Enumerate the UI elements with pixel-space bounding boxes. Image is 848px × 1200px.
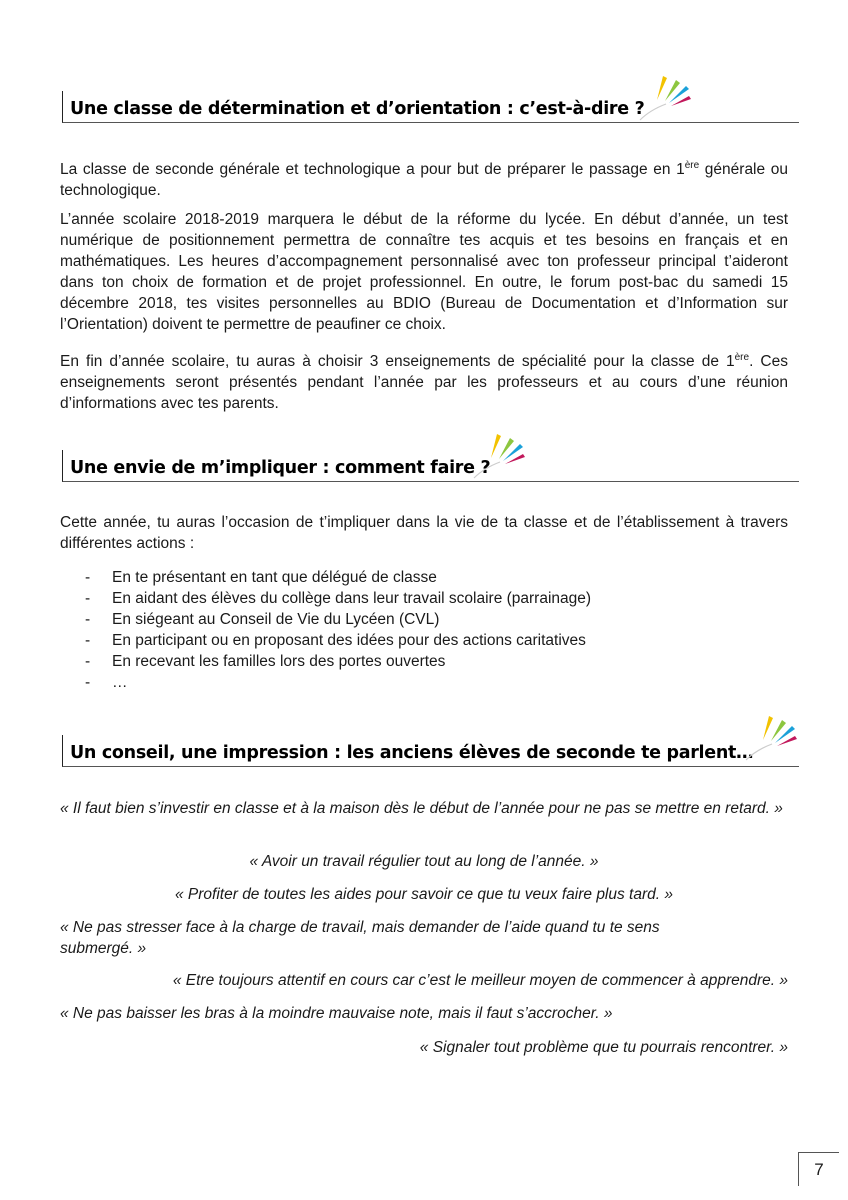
section-heading-conseils <box>62 735 799 767</box>
paragraph-text: . Ces enseignements seront présentés pendant l’année par les professeurs et au cours d’une réunion d’informations avec tes parents. <box>60 353 788 413</box>
brush-logo-icon <box>636 70 696 126</box>
paragraph-actions-intro: Cette année, tu auras l’occasion de t’impliquer dans la vie de ta classe et de l’établissement à travers différentes actions : <box>60 514 788 552</box>
quote: « Signaler tout problème que tu pourrais rencontrer. » <box>419 1039 788 1056</box>
paragraph-text: générale ou technologique. <box>60 161 788 200</box>
list-item <box>60 588 760 609</box>
list-item-text: En aidant des élèves du collège dans leur travail scolaire (parrainage) <box>112 590 592 607</box>
list-item-text: En participant ou en proposant des idées pour des actions caritatives <box>112 632 586 649</box>
list-bullet: - <box>85 653 91 670</box>
list-item <box>60 651 760 672</box>
section-title: Une classe de détermination et d’orientation : c’est-à-dire ? <box>70 99 645 119</box>
list-item-text: En recevant les familles lors des portes ouvertes <box>112 653 446 670</box>
list-bullet: - <box>85 611 91 628</box>
list-bullet: - <box>85 632 91 649</box>
brush-logo-icon <box>742 710 802 766</box>
section-title: Un conseil, une impression : les anciens élèves de seconde te parlent… <box>70 743 754 763</box>
quote: « Ne pas baisser les bras à la moindre mauvaise note, mais il faut s’accrocher. » <box>60 1005 613 1022</box>
list-item-text: En te présentant en tant que délégué de classe <box>112 569 437 586</box>
list-item <box>60 609 760 630</box>
quote: « Profiter de toutes les aides pour savoir ce que tu veux faire plus tard. » <box>175 886 673 903</box>
actions-list <box>60 567 760 693</box>
list-item <box>60 630 760 651</box>
list-bullet: - <box>85 674 91 691</box>
superscript: ère <box>684 160 700 171</box>
list-bullet: - <box>85 569 91 586</box>
paragraph-specialites <box>60 347 788 414</box>
section-title: Une envie de m’impliquer : comment faire ? <box>70 458 491 478</box>
section-heading-impliquer <box>62 450 799 482</box>
quote: « Avoir un travail régulier tout au long de l’année. » <box>249 853 599 870</box>
paragraph-intro <box>60 155 788 201</box>
quote: « Ne pas stresser face à la charge de travail, mais demander de l’aide quand tu te sens submergé. » <box>60 919 660 957</box>
list-item-text: En siégeant au Conseil de Vie du Lycéen (CVL) <box>112 611 440 628</box>
paragraph-text: En fin d’année scolaire, tu auras à choisir 3 enseignements de spécialité pour la classe de 1 <box>60 353 735 371</box>
brush-logo-icon <box>470 428 530 484</box>
list-item <box>60 567 760 588</box>
paragraph-text: La classe de seconde générale et technologique a pour but de préparer le passage en 1 <box>60 161 685 179</box>
quote: « Etre toujours attentif en cours car c’est le meilleur moyen de commencer à apprendre. » <box>172 972 788 989</box>
superscript: ère <box>734 352 750 363</box>
page-number: 7 <box>798 1152 839 1186</box>
paragraph-reform: L’année scolaire 2018-2019 marquera le début de la réforme du lycée. En début d’année, un test numérique de positionnement permettra de connaître tes acquis et tes besoins en français et en mathématiques. Les heures d’accompagnement personnalisé avec ton professeur principal t’aideront dans ton choix de formation et de projet professionnel. En outre, le forum post-bac du samedi 15 décembre 2018, tes visites personnelles au BDIO (Bureau de Documentation et d’Information sur l’Orientation) doivent te permettre de peaufiner ce choix. <box>60 211 788 333</box>
list-item <box>60 672 760 693</box>
list-bullet: - <box>85 590 91 607</box>
quote: « Il faut bien s’investir en classe et à la maison dès le début de l’année pour ne pas se mettre en retard. » <box>60 800 783 817</box>
list-item-text: … <box>112 674 128 691</box>
